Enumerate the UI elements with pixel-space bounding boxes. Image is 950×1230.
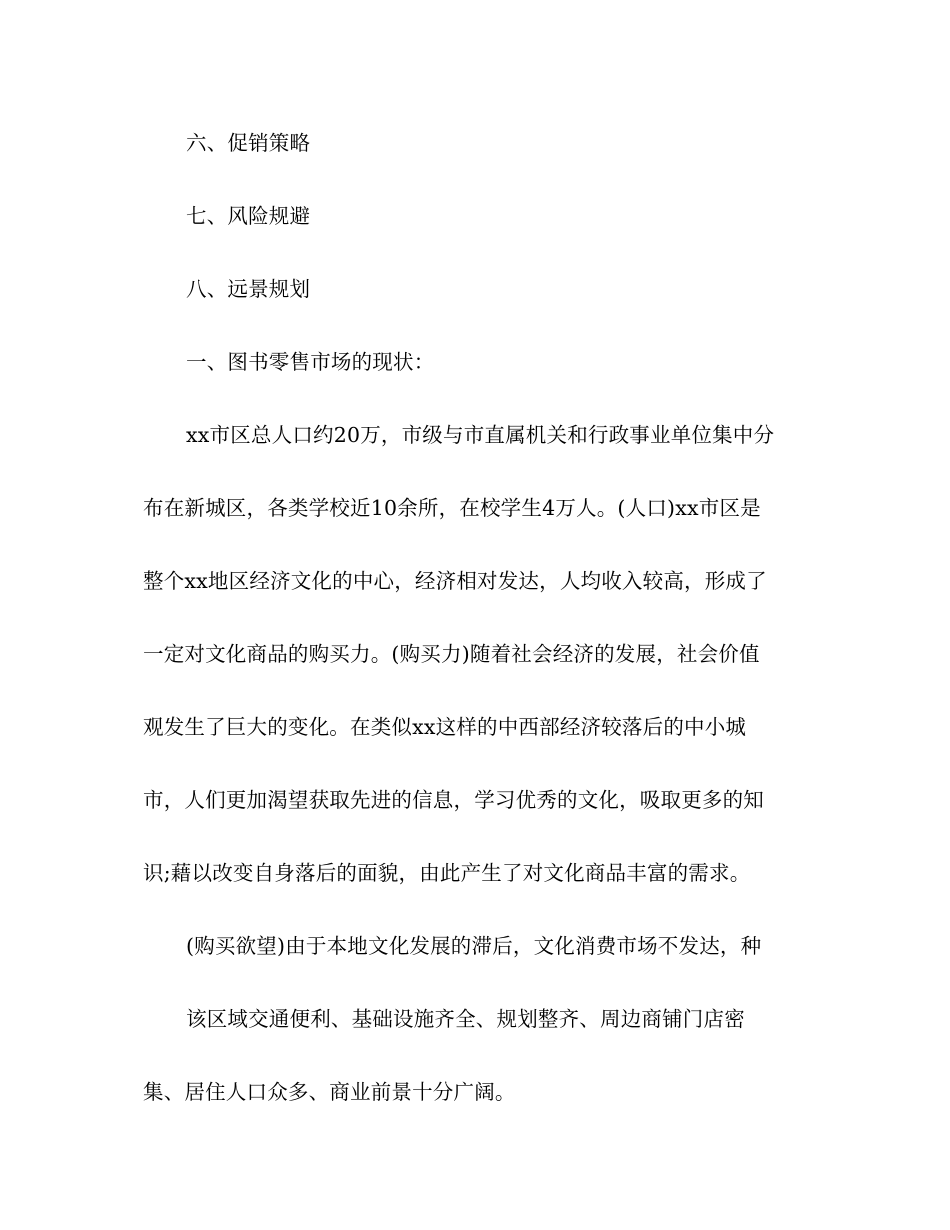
heading-risk-avoidance: 七、风险规避 xyxy=(186,204,311,228)
paragraph-line: 识;藉以改变自身落后的面貌，由此产生了对文化商品丰富的需求。 xyxy=(143,861,751,885)
heading-book-retail-market-status: 一、图书零售市场的现状： xyxy=(186,350,435,374)
paragraph-line: (购买欲望)由于本地文化发展的滞后，文化消费市场不发达，种 xyxy=(186,934,762,958)
heading-promotion-strategy: 六、促销策略 xyxy=(186,131,311,155)
paragraph-line: 集、居住人口众多、商业前景十分广阔。 xyxy=(143,1080,516,1104)
paragraph-line: 该区域交通便利、基础设施齐全、规划整齐、周边商铺门店密 xyxy=(186,1007,745,1031)
paragraph-line: 市，人们更加渴望获取先进的信息，学习优秀的文化，吸取更多的知 xyxy=(143,788,764,812)
paragraph-line: 布在新城区，各类学校近10余所，在校学生4万人。(人口)xx市区是 xyxy=(143,496,761,520)
paragraph-line: xx市区总人口约20万，市级与市直属机关和行政事业单位集中分 xyxy=(186,423,775,447)
paragraph-line: 观发生了巨大的变化。在类似xx这样的中西部经济较落后的中小城 xyxy=(143,715,747,739)
heading-future-planning: 八、远景规划 xyxy=(186,277,311,301)
paragraph-line: 一定对文化商品的购买力。(购买力)随着社会经济的发展，社会价值 xyxy=(143,642,760,666)
paragraph-line: 整个xx地区经济文化的中心，经济相对发达，人均收入较高，形成了 xyxy=(143,569,767,593)
